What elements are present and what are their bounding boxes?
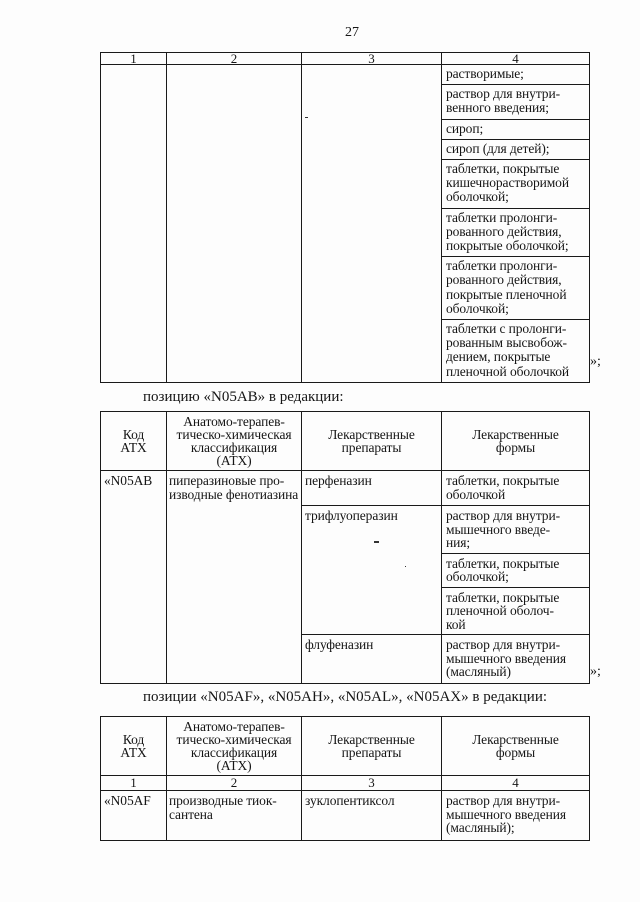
dosage-form: таблетки, покрытые кишечнорастворимой оболочкой;: [442, 159, 589, 208]
scan-speck: [405, 566, 406, 567]
classification-cell: [167, 65, 302, 383]
header-label: Анатомо-терапев- тическо-химическая классификация (АТХ): [176, 719, 292, 773]
header-drugs: [302, 412, 442, 471]
header-label: Анатомо-терапев- тическо-химическая классификация (АТХ): [176, 414, 292, 468]
table-row: [101, 471, 590, 506]
header-label: Лекарственные формы: [472, 427, 559, 455]
column-number: 2: [167, 53, 302, 65]
header-label: Лекарственные формы: [472, 732, 559, 760]
column-number: 3: [302, 53, 442, 65]
header-label: Лекарственные препараты: [328, 732, 415, 760]
atc-classification: пиперазиновые про- изводные фенотиазина: [169, 473, 299, 502]
dosage-form: раствор для внутри- мышечного введения (масляный): [446, 637, 566, 679]
header-label: Лекарственные препараты: [328, 427, 415, 455]
dosage-form: таблетки с пролонги- рованным высвобож- дением, покрытые пленочной оболочкой: [442, 319, 589, 382]
atc-table-n05af: [100, 716, 590, 841]
column-number: 4: [442, 53, 590, 65]
scan-speck: [305, 117, 308, 118]
header-label: Код АТХ: [120, 732, 147, 760]
dosage-form: таблетки, покрытые оболочкой;: [442, 553, 589, 587]
drug-name: трифлуоперазин: [305, 508, 398, 523]
drug-cell: [302, 65, 442, 383]
classification-cell: [167, 471, 302, 684]
column-number: 1: [101, 53, 167, 65]
atc-code-cell: [101, 791, 167, 841]
dosage-form: таблетки пролонги- рованного действия, покрытые пленочной оболочкой;: [442, 256, 589, 319]
atc-code-cell: [101, 471, 167, 684]
dosage-form: сироп;: [442, 119, 589, 139]
header-classification: [167, 717, 302, 776]
closing-quote: »;: [590, 664, 601, 679]
closing-quote: »;: [590, 354, 601, 369]
column-number: 4: [442, 776, 590, 791]
atc-code-cell: [101, 65, 167, 383]
drug-cell: [302, 791, 442, 841]
header-classification: [167, 412, 302, 471]
dosage-form: таблетки, покрытые оболочкой: [446, 473, 560, 502]
column-number: 3: [302, 776, 442, 791]
header-atc-code: [101, 412, 167, 471]
dosage-form: таблетки, покрытые пленочной оболоч- кой: [442, 587, 589, 635]
table-header-row: [101, 717, 590, 776]
atc-code: «N05AF: [104, 793, 151, 808]
dosage-form: раствор для внутри- мышечного введения (масляный);: [446, 793, 566, 835]
amendment-instruction: позиции «N05AF», «N05AH», «N05AL», «N05AX» в редакции:: [143, 689, 548, 705]
dosage-form: раствор для внутри- мышечного введе- ния;: [446, 508, 560, 550]
dosage-forms-cell: [442, 791, 590, 841]
continued-drug-table: [100, 52, 590, 383]
drug-cell: [302, 471, 442, 506]
classification-cell: [167, 791, 302, 841]
dosage-form: растворимые;: [446, 66, 524, 81]
column-number: 1: [101, 776, 167, 791]
column-number: 2: [167, 776, 302, 791]
scan-speck: [374, 541, 379, 543]
dosage-forms-cell: [442, 506, 590, 635]
column-number-row: [101, 776, 590, 791]
header-atc-code: [101, 717, 167, 776]
atc-table-n05ab: [100, 411, 590, 684]
dosage-form: сироп (для детей);: [442, 139, 589, 159]
table-header-row: [101, 412, 590, 471]
dosage-form: таблетки пролонги- рованного действия, покрытые оболочкой;: [442, 208, 589, 257]
page-number: 27: [345, 25, 359, 40]
dosage-forms-cell: [442, 65, 590, 383]
drug-name: флуфеназин: [305, 637, 374, 652]
header-forms: [442, 412, 590, 471]
table-row: [101, 65, 590, 383]
drug-cell: [302, 506, 442, 635]
atc-code: «N05AB: [104, 473, 153, 488]
table-row: [101, 791, 590, 841]
drug-name: перфеназин: [305, 473, 372, 488]
column-number-row: [101, 53, 590, 65]
drug-name: зуклопентиксол: [305, 793, 395, 808]
header-drugs: [302, 717, 442, 776]
header-forms: [442, 717, 590, 776]
header-label: Код АТХ: [120, 427, 147, 455]
dosage-forms-cell: [442, 471, 590, 506]
amendment-instruction: позицию «N05AB» в редакции:: [143, 389, 344, 405]
atc-classification: производные тиок- сантена: [169, 793, 277, 822]
dosage-forms-cell: [442, 635, 590, 684]
dosage-form: раствор для внутри- венного введения;: [442, 84, 589, 118]
drug-cell: [302, 635, 442, 684]
